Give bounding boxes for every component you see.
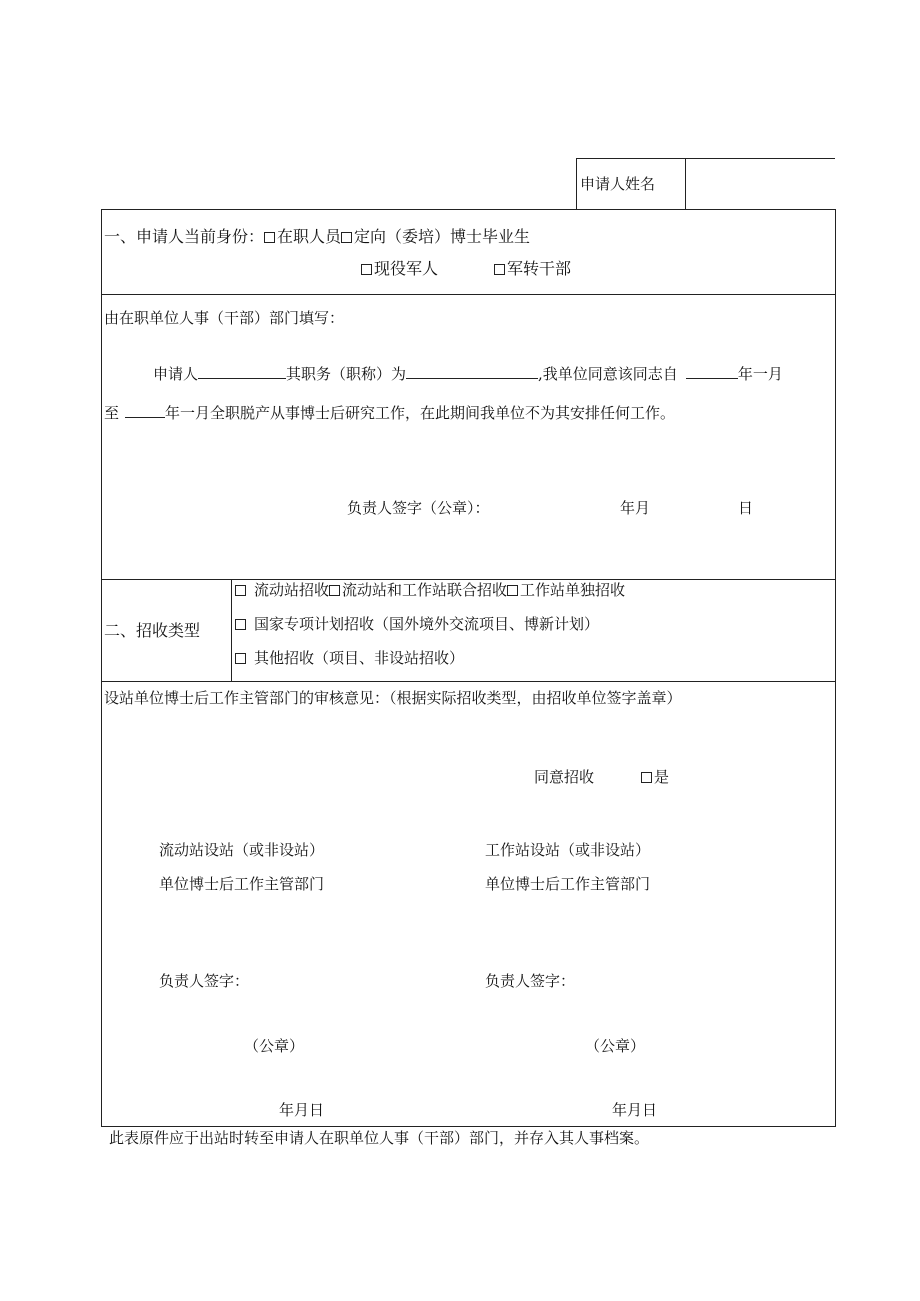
- left-seal: （公章）: [244, 1037, 305, 1055]
- employer-date-d: 日: [738, 499, 754, 517]
- name-box-divider: [685, 158, 686, 210]
- employer-date-ym: 年月: [620, 499, 651, 517]
- right-dept-line-2: 单位博士后工作主管部门: [485, 875, 651, 893]
- section2-col-divider: [231, 579, 232, 681]
- checkbox-active-military[interactable]: [361, 264, 372, 275]
- right-seal: （公章）: [585, 1037, 646, 1055]
- start-year-blank[interactable]: [686, 364, 738, 379]
- section2-title: 二、招收类型: [104, 621, 201, 640]
- left-date: 年月日: [279, 1101, 325, 1119]
- section1-title: 一、申请人当前身份： 在职人员 定向（委培）博士毕业生: [104, 227, 531, 246]
- applicant-name-blank[interactable]: [198, 364, 286, 379]
- checkbox-directed-graduate[interactable]: [341, 232, 352, 243]
- checkbox-other-recruit[interactable]: [235, 653, 246, 664]
- position-blank[interactable]: [406, 364, 538, 379]
- checkbox-mobile-station[interactable]: [235, 585, 246, 596]
- checkbox-national-program[interactable]: [235, 619, 246, 630]
- divider-1: [101, 294, 836, 295]
- recruit-type-row-2: 国家专项计划招收（国外境外交流项目、博新计划）: [235, 617, 599, 632]
- left-dept-line-1: 流动站设站（或非设站）: [159, 841, 325, 859]
- checkbox-transferred-officer[interactable]: [494, 264, 505, 275]
- left-sign: 负责人签字：: [159, 972, 250, 990]
- footer-note: 此表原件应于出站时转至申请人在职单位人事（干部）部门，并存入其人事档案。: [109, 1129, 650, 1147]
- right-dept-line-1: 工作站设站（或非设站）: [485, 841, 651, 859]
- name-box-top: [576, 158, 835, 159]
- checkbox-work-station[interactable]: [507, 585, 518, 596]
- applicant-name-label: 申请人姓名: [580, 175, 656, 193]
- right-date: 年月日: [612, 1101, 658, 1119]
- recruit-type-row-1: 流动站招收 流动站和工作站联合招收 工作站单独招收: [235, 583, 625, 598]
- agree-option: 是: [641, 770, 669, 785]
- name-box-left: [576, 158, 577, 210]
- divider-3: [101, 681, 836, 682]
- divider-2: [101, 579, 836, 580]
- checkbox-in-service[interactable]: [264, 232, 275, 243]
- recruit-type-row-3: 其他招收（项目、非设站招收）: [235, 651, 464, 666]
- section1-row2-b: 军转干部: [494, 261, 571, 277]
- section1-row2-a: 现役军人: [361, 261, 438, 277]
- right-sign: 负责人签字：: [485, 972, 576, 990]
- employer-heading: 由在职单位人事（干部）部门填写：: [104, 309, 345, 327]
- applicant-name-field[interactable]: [690, 165, 830, 205]
- employer-signature: 负责人签字（公章）：: [347, 499, 490, 517]
- employer-line-1: 申请人 其职务（职称）为 ,我单位同意该同志自 年一月: [153, 365, 783, 383]
- agree-label: 同意招收: [534, 768, 595, 786]
- end-year-blank[interactable]: [125, 403, 165, 418]
- employer-line-2: 至 年一月全职脱产从事博士后研究工作，在此期间我单位不为其安排任何工作。: [104, 404, 676, 422]
- left-dept-line-2: 单位博士后工作主管部门: [159, 875, 325, 893]
- checkbox-agree[interactable]: [641, 772, 652, 783]
- review-heading: 设站单位博士后工作主管部门的审核意见：（根据实际招收类型，由招收单位签字盖章）: [104, 689, 682, 707]
- checkbox-joint-station[interactable]: [329, 585, 340, 596]
